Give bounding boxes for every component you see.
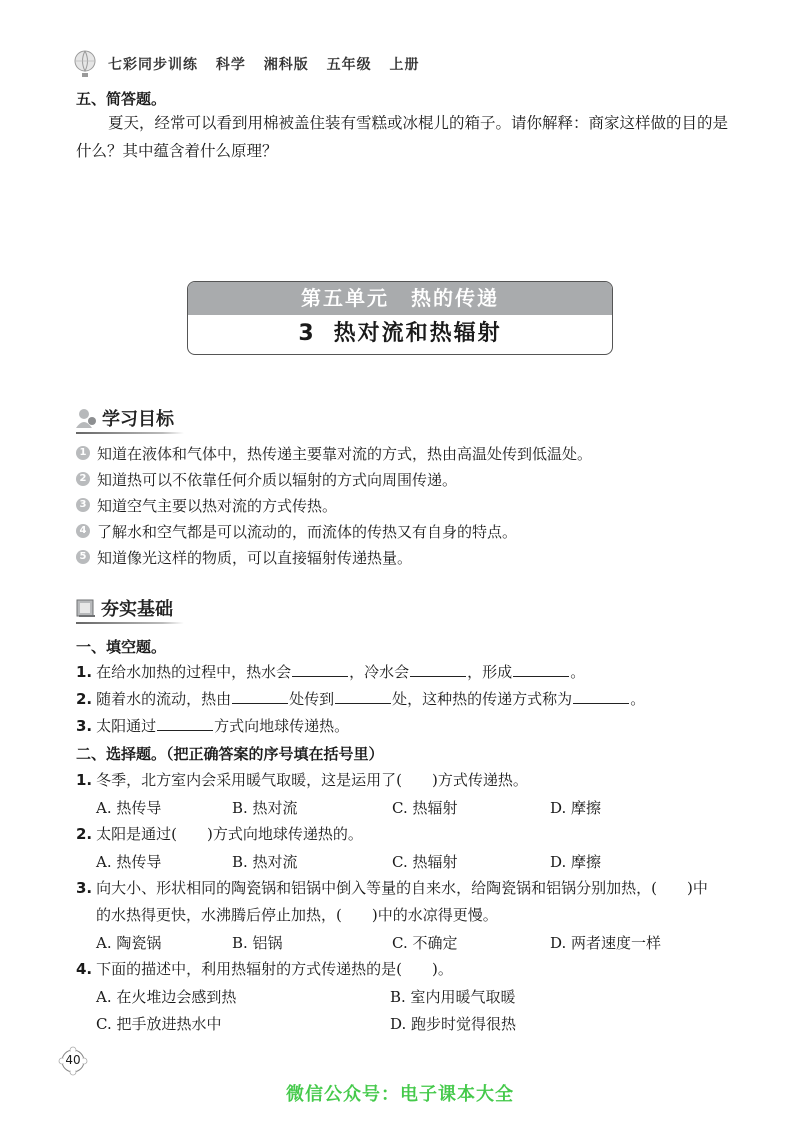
question-text: 在给水加热的过程中，热水会 [96, 663, 292, 681]
option-b[interactable]: B. 铝锅 [232, 934, 283, 952]
goal-item [76, 466, 756, 492]
option-d[interactable]: D. 跑步时觉得很热 [390, 1015, 517, 1033]
fill-question-2 [76, 686, 645, 713]
question-text: 随着水的流动，热由 [96, 690, 232, 708]
option-c[interactable]: C. 热辐射 [392, 799, 458, 817]
basics-heading [76, 590, 216, 626]
goal-item [76, 492, 756, 518]
option-b[interactable]: B. 热对流 [232, 853, 298, 871]
option-a[interactable]: A. 在火堆边会感到热 [96, 988, 237, 1006]
question-text: 太阳通过 [96, 717, 157, 735]
choice-question-3 [76, 875, 756, 902]
choice-title: 二、选择题。（把正确答案的序号填在括号里） [76, 745, 384, 763]
question-number: 1. [76, 663, 93, 681]
question-number: 3. [76, 717, 93, 735]
question-text: 向大小、形状相同的陶瓷锅和铝锅中倒入等量的自来水，给陶瓷锅和铝锅分别加热，( )中 [96, 879, 708, 897]
answer-blank[interactable] [410, 660, 466, 677]
option-a[interactable]: A. 热传导 [96, 799, 162, 817]
fill-blank-title: 一、填空题。 [76, 638, 167, 656]
fill-question-1 [76, 659, 585, 686]
choice-options-4b [96, 1010, 756, 1037]
goal-number-badge: 3 [76, 498, 90, 512]
balloon-logo-icon [72, 50, 98, 78]
question-text: ，冷水会 [349, 663, 410, 681]
page-number-badge [58, 1046, 88, 1076]
question-number: 2. [76, 825, 93, 843]
goal-text: 知道像光这样的物质，可以直接辐射传递热量。 [97, 548, 413, 567]
header-series: 七彩同步训练 [108, 57, 198, 73]
option-b[interactable]: B. 室内用暖气取暖 [390, 988, 516, 1006]
choice-question-2 [76, 821, 363, 848]
fill-question-3 [76, 713, 349, 740]
notebook-icon [76, 598, 96, 618]
goal-text: 知道热可以不依靠任何介质以辐射的方式向周围传递。 [97, 470, 458, 489]
choice-options-4a [96, 983, 756, 1010]
learning-goals-heading [76, 400, 216, 436]
option-b[interactable]: B. 热对流 [232, 799, 298, 817]
goals-list [76, 440, 756, 570]
question-text: 。 [570, 663, 586, 681]
heading-underline [76, 432, 184, 434]
lesson-title-row [188, 315, 612, 354]
question-text: ，形成 [467, 663, 513, 681]
answer-blank[interactable] [232, 687, 288, 704]
option-d[interactable]: D. 两者速度一样 [550, 934, 662, 952]
short-answer-line1: 夏天，经常可以看到用棉被盖住装有雪糕或冰棍儿的箱子。请你解释：商家这样做的目的是 [108, 114, 729, 132]
person-icon [76, 407, 98, 429]
goal-item [76, 544, 756, 570]
choice-question-4 [76, 956, 453, 983]
goal-item [76, 440, 756, 466]
goal-number-badge: 2 [76, 472, 90, 486]
goal-number-badge: 4 [76, 524, 90, 538]
answer-blank[interactable] [292, 660, 348, 677]
goal-text: 知道在液体和气体中，热传递主要靠对流的方式，热由高温处传到低温处。 [97, 444, 593, 463]
question-text: 方式向地球传递热。 [214, 717, 350, 735]
heading-underline [76, 622, 184, 624]
question-number: 2. [76, 690, 93, 708]
choice-question-1 [76, 767, 528, 794]
header-volume: 上册 [389, 57, 420, 73]
lesson-title: 热对流和热辐射 [333, 321, 502, 346]
header-grade: 五年级 [326, 57, 372, 73]
goal-text: 知道空气主要以热对流的方式传热。 [97, 496, 338, 515]
goal-number-badge: 5 [76, 550, 90, 564]
unit-title-box [187, 281, 613, 355]
choice-question-3-cont: 的水热得更快，水沸腾后停止加热，( )中的水凉得更慢。 [96, 906, 498, 924]
question-text: 下面的描述中，利用热辐射的方式传递热的是( )。 [96, 960, 453, 978]
question-text: 太阳是通过( )方式向地球传递热的。 [96, 825, 363, 843]
unit-title: 第五单元 热的传递 [188, 282, 612, 315]
goal-text: 了解水和空气都是可以流动的，而流体的传热又有自身的特点。 [97, 522, 518, 541]
question-text: 。 [630, 690, 646, 708]
page-number: 40 [65, 1053, 81, 1067]
answer-blank[interactable] [335, 687, 391, 704]
answer-blank[interactable] [573, 687, 629, 704]
choice-options-1 [96, 794, 756, 821]
question-text: 处传到 [289, 690, 335, 708]
answer-blank[interactable] [157, 714, 213, 731]
choice-options-2 [96, 848, 756, 875]
option-d[interactable]: D. 摩擦 [550, 853, 602, 871]
question-number: 1. [76, 771, 93, 789]
option-d[interactable]: D. 摩擦 [550, 799, 602, 817]
question-text: 处，这种热的传递方式称为 [392, 690, 573, 708]
short-answer-title: 五、简答题。 [76, 90, 167, 108]
goal-number-badge: 1 [76, 446, 90, 460]
choice-options-3 [96, 929, 756, 956]
option-a[interactable]: A. 陶瓷锅 [96, 934, 162, 952]
lesson-number: 3 [298, 321, 316, 346]
wechat-watermark: 微信公众号：电子课本大全 [286, 1084, 514, 1105]
goal-item [76, 518, 756, 544]
answer-blank[interactable] [513, 660, 569, 677]
short-answer-line2: 什么？其中蕴含着什么原理？ [76, 142, 278, 160]
question-text: 冬季，北方室内会采用暖气取暖，这是运用了( )方式传递热。 [96, 771, 528, 789]
header-text [108, 54, 432, 74]
page-header [72, 50, 432, 78]
option-c[interactable]: C. 热辐射 [392, 853, 458, 871]
question-number: 3. [76, 879, 93, 897]
option-c[interactable]: C. 不确定 [392, 934, 458, 952]
header-edition: 湘科版 [263, 57, 309, 73]
option-a[interactable]: A. 热传导 [96, 853, 162, 871]
basics-title: 夯实基础 [101, 599, 173, 620]
option-c[interactable]: C. 把手放进热水中 [96, 1015, 222, 1033]
header-subject: 科学 [215, 57, 246, 73]
question-number: 4. [76, 960, 93, 978]
learning-goals-title: 学习目标 [102, 409, 174, 430]
